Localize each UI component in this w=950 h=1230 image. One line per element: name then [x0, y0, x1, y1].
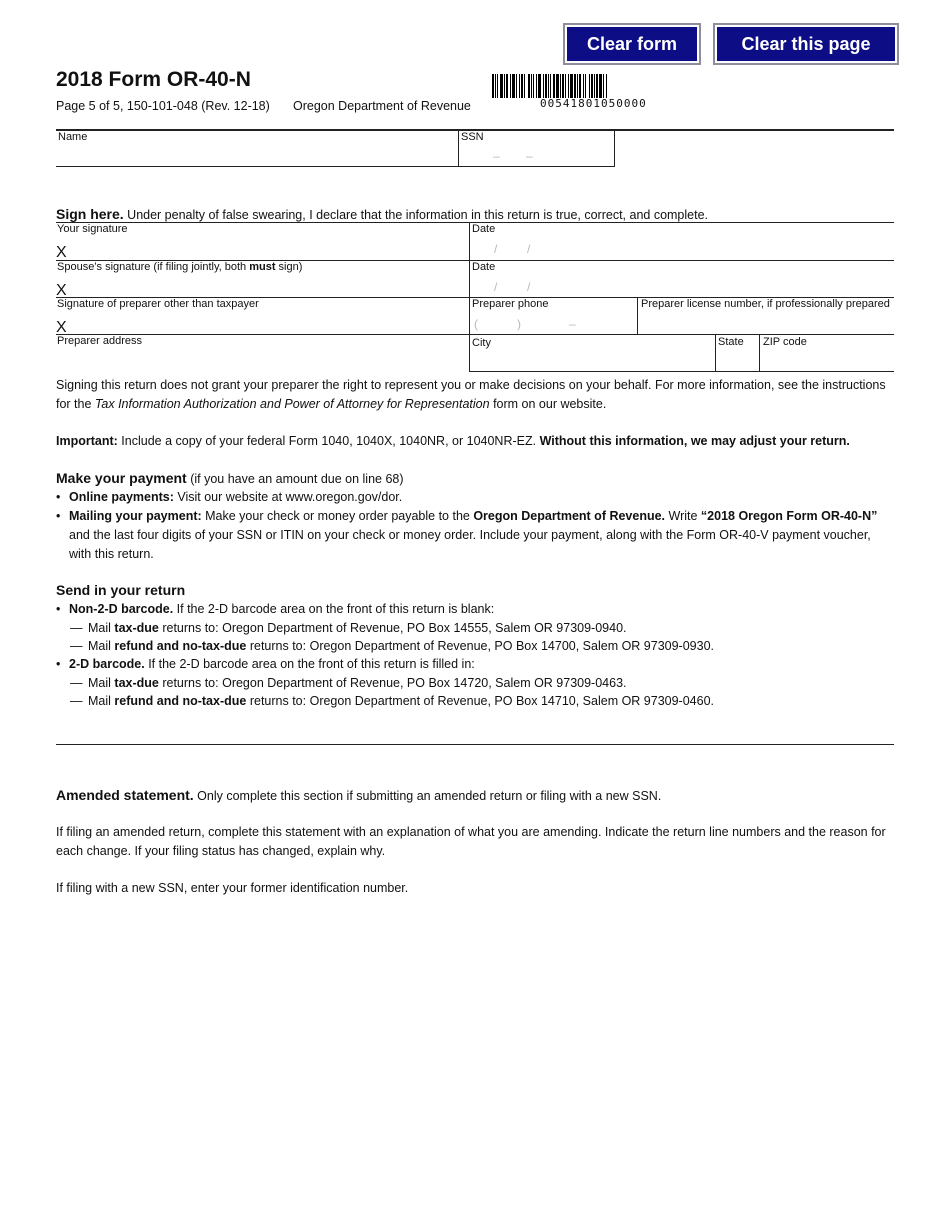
- state-field[interactable]: [717, 350, 757, 370]
- sign-here-heading: Sign here.: [56, 206, 124, 222]
- preparer-address-field[interactable]: [57, 349, 467, 369]
- signature-x-mark: X: [56, 319, 67, 336]
- name-label: Name: [58, 131, 88, 143]
- sign-here-text: Under penalty of false swearing, I declare that the information in this return is true, correct, and complete.: [123, 208, 709, 222]
- your-signature-field[interactable]: [72, 238, 462, 258]
- preparer-phone-label: Preparer phone: [472, 298, 549, 310]
- preparer-signature-field[interactable]: [72, 313, 462, 333]
- amended-heading: Amended statement. Only complete this section if submitting an amended return or filing with a new SSN.: [56, 787, 662, 803]
- phone-paren-open: (: [474, 317, 478, 331]
- date-slash: /: [494, 242, 498, 256]
- name-field[interactable]: [57, 143, 456, 165]
- signature-x-mark: X: [56, 244, 67, 261]
- send-return-heading: Send in your return: [56, 582, 186, 598]
- preparer-license-field[interactable]: [639, 313, 893, 333]
- payment-heading: Make your payment (if you have an amount due on line 68): [56, 470, 404, 486]
- clear-page-button[interactable]: Clear this page: [715, 25, 897, 63]
- your-signature-date-field[interactable]: [471, 238, 891, 258]
- zip-code-label: ZIP code: [763, 336, 807, 348]
- zip-code-field[interactable]: [761, 350, 893, 370]
- ssn-field[interactable]: [460, 143, 612, 165]
- preparer-phone-field[interactable]: [471, 313, 635, 333]
- preparer-signature-label: Signature of preparer other than taxpayer: [57, 298, 259, 310]
- form-subtitle: Page 5 of 5, 150-101-048 (Rev. 12-18): [56, 99, 270, 113]
- clear-form-button[interactable]: Clear form: [565, 25, 699, 63]
- date-slash: /: [527, 242, 531, 256]
- phone-paren-close: ): [517, 317, 521, 331]
- date-slash: /: [494, 280, 498, 294]
- department-name: Oregon Department of Revenue: [293, 99, 471, 113]
- date-label: Date: [472, 223, 496, 235]
- amended-statement-field[interactable]: [56, 905, 894, 1195]
- barcode-image: [492, 74, 704, 98]
- amended-instructions: If filing an amended return, complete this statement with an explanation of what you are amending. Indicate the return line numbers and the reason for each change. If your filing status has changed, explain why.: [56, 825, 886, 858]
- preparer-license-label: Preparer license number, if professionally prepared: [641, 298, 890, 310]
- city-field[interactable]: [471, 350, 713, 370]
- form-title: 2018 Form OR-40-N: [56, 68, 251, 91]
- city-label: City: [472, 337, 491, 349]
- phone-dash: –: [569, 317, 576, 331]
- ssn-separator: –: [526, 149, 533, 163]
- preparer-notice: Signing this return does not grant your preparer the right to represent you or make decisions on your behalf. For more information, see the instructions for the Tax Information Authorization and Power of Attorney for Representation form on our website.: [56, 378, 886, 411]
- ssn-separator: –: [493, 149, 500, 163]
- spouse-signature-label: Spouse’s signature (if filing jointly, both must sign): [57, 261, 303, 273]
- signature-x-mark: X: [56, 282, 67, 299]
- new-ssn-instructions: If filing with a new SSN, enter your former identification number.: [56, 881, 409, 895]
- barcode-number: 00541801050000: [540, 97, 647, 110]
- spouse-signature-field[interactable]: [72, 276, 462, 296]
- spouse-signature-date-field[interactable]: [471, 276, 891, 296]
- your-signature-label: Your signature: [57, 223, 128, 235]
- date-slash: /: [527, 280, 531, 294]
- ssn-label: SSN: [461, 131, 484, 143]
- sign-here-statement: [56, 206, 708, 222]
- divider: [56, 744, 894, 745]
- date-label: Date: [472, 261, 496, 273]
- important-note: Important: Include a copy of your federal Form 1040, 1040X, 1040NR, or 1040NR-EZ. Without this information, we may adjust your return.: [56, 434, 850, 448]
- preparer-address-label: Preparer address: [57, 335, 142, 347]
- state-label: State: [718, 336, 744, 348]
